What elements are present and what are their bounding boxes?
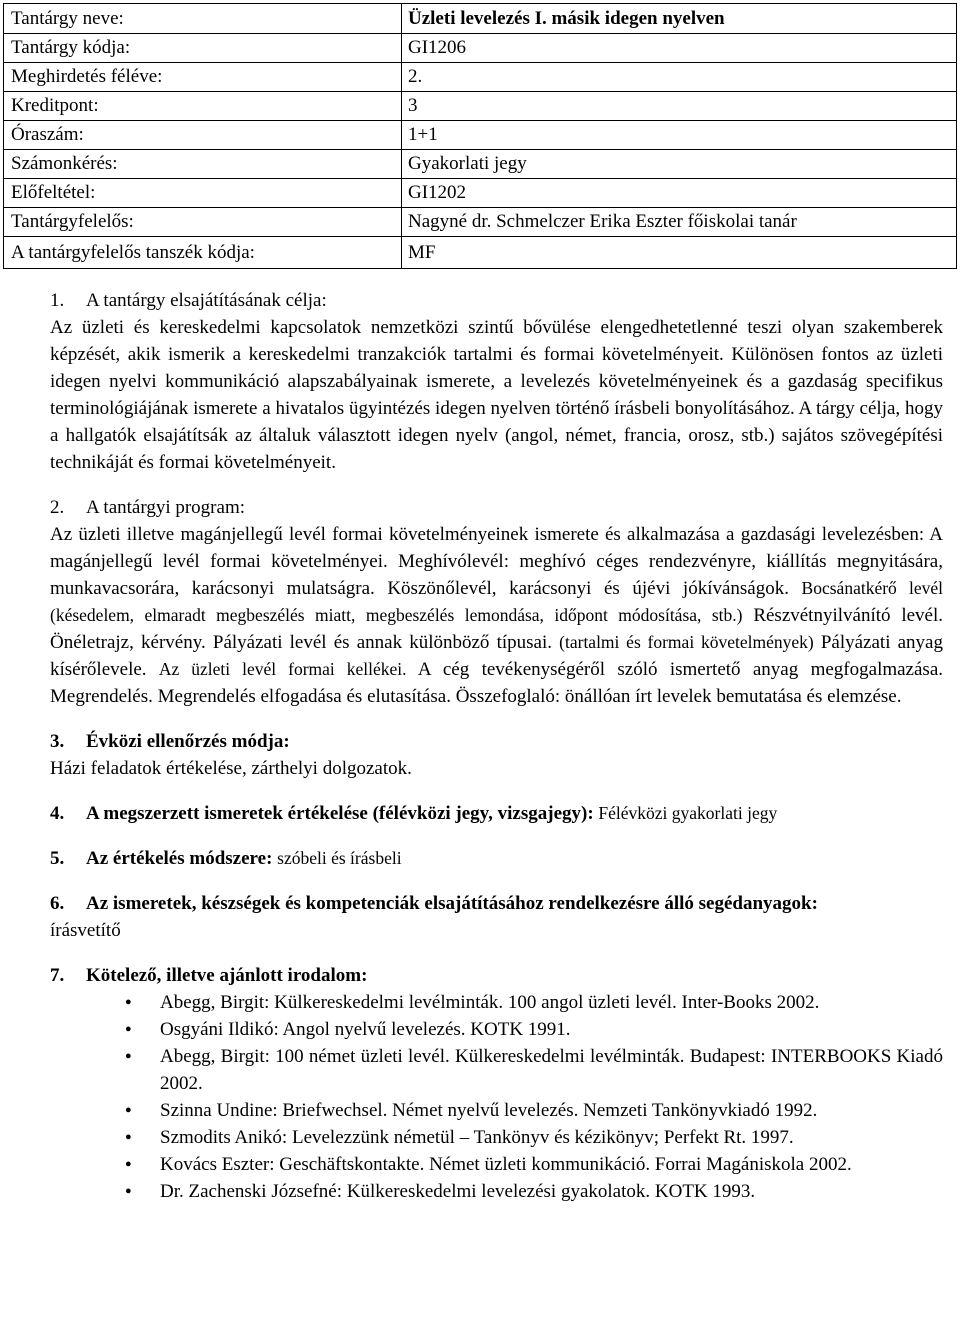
reference-item: ● Osgyáni Ildikó: Angol nyelvű levelezés. KOTK 1991. [110, 1016, 943, 1043]
program-text-c: Részvétnyilvánító levél. Önéletrajz, kérvény. Pályázati levél és annak különböző típusai. [50, 605, 944, 653]
program-text-d: (tartalmi és formai követelmények) [559, 632, 814, 652]
section-heading [50, 845, 943, 872]
meta-row-course-name [4, 4, 957, 34]
meta-label: Tantárgyfelelős: [4, 208, 402, 237]
meta-value: MF [402, 237, 957, 269]
program-text-e: Pályázati anyag kísérőlevele. [50, 632, 943, 680]
meta-row-semester [4, 63, 957, 92]
reference-item: ● Abegg, Birgit: Külkereskedelmi levélminták. 100 angol üzleti levél. Inter-Books 2002. [110, 989, 943, 1016]
program-text-b: Bocsánatkérő levél (késedelem, elmaradt megbeszélés miatt, megbeszélés lemondása, időpont módosítása, stb.) [50, 578, 943, 625]
section-heading [50, 800, 943, 827]
section-program [50, 494, 943, 710]
document-body [50, 287, 943, 1223]
program-text-g: A cég tevékenységéről szóló ismertető anyag megfogalmazása. Megrendelés. Megrendelés elfogadása és elutasítása. Összefoglaló: önállóan írt levelek bemutatása és elemzése. [50, 659, 944, 707]
meta-label: Óraszám: [4, 121, 402, 150]
section-inline-text: szóbeli és írásbeli [277, 848, 402, 868]
meta-value: Nagyné dr. Schmelczer Erika Eszter főiskolai tanár [402, 208, 957, 237]
section-number: 6. [50, 893, 65, 914]
meta-label: A tantárgyfelelős tanszék kódja: [4, 237, 402, 269]
section-heading [50, 494, 943, 521]
meta-label: Kreditpont: [4, 92, 402, 121]
reference-item: ● Dr. Zachenski Józsefné: Külkereskedelmi levelezési gyakolatok. KOTK 1993. [110, 1178, 943, 1205]
section-number: 4. [50, 803, 65, 824]
meta-value: GI1202 [402, 179, 957, 208]
meta-label: Meghirdetés féléve: [4, 63, 402, 92]
section-title: Az értékelés módszere: [86, 848, 273, 869]
program-text-f: Az üzleti levél formai kellékei. [158, 659, 407, 679]
section-title-line [86, 845, 943, 872]
meta-label: Számonkérés: [4, 150, 402, 179]
reference-item: ● Kovács Eszter: Geschäftskontakte. Német üzleti kommunikáció. Forrai Magániskola 2002. [110, 1151, 943, 1178]
meta-value: GI1206 [402, 34, 957, 63]
section-objective [50, 287, 943, 476]
section-number: 1. [50, 290, 65, 311]
section-number: 2. [50, 497, 65, 518]
meta-row-responsible [4, 208, 957, 237]
section-heading [50, 962, 943, 989]
section-inline-text: Félévközi gyakorlati jegy [598, 803, 778, 823]
section-number: 7. [50, 965, 65, 986]
course-metadata-table [3, 3, 957, 269]
section-number: 3. [50, 731, 65, 752]
section-midterm-check [50, 728, 943, 782]
section-text: írásvetítő [50, 920, 121, 941]
section-materials [50, 890, 943, 944]
meta-row-assessment [4, 150, 957, 179]
meta-value: Üzleti levelezés I. másik idegen nyelven [402, 4, 957, 34]
section-evaluation [50, 800, 943, 827]
section-heading [50, 890, 943, 917]
section-text [50, 521, 943, 710]
section-title: Évközi ellenőrzés módja: [86, 731, 290, 752]
section-method [50, 845, 943, 872]
section-text: Az üzleti és kereskedelmi kapcsolatok nemzetközi szintű bővülése elengedhetetlenné teszi olyan szakemberek képzését, akik ismerik a kereskedelmi tranzakciók tartalmi és formai követelményeit. Különösen fontos az üzleti idegen nyelvi kommunikáció alapszabályainak ismerete, a levelezés követelményeinek és a gazdaság specifikus terminológiájának ismerete a hivatalos ügyintézés idegen nyelven történő írásbeli bonyolításához. A tárgy célja, hogy a hallgatók elsajátítsák az általuk választott idegen nyelv (angol, német, francia, orosz, stb.) sajátos szövegépítési technikáját és formai követelményeit. [50, 317, 943, 473]
section-literature [50, 962, 943, 1205]
section-title: A megszerzett ismeretek értékelése (félévközi jegy, vizsgajegy): [86, 803, 594, 824]
reference-item: ● Abegg, Birgit: 100 német üzleti levél. Külkereskedelmi levélminták. Budapest: INTERBOOKS Kiadó 2002. [110, 1043, 943, 1097]
meta-label: Tantárgy kódja: [4, 34, 402, 63]
section-title: A tantárgyi program: [86, 497, 246, 518]
meta-row-course-code [4, 34, 957, 63]
section-heading [50, 728, 943, 755]
section-title: A tantárgy elsajátításának célja: [86, 290, 327, 311]
reference-item: ● Szmodits Anikó: Levelezzünk németül – Tankönyv és kézikönyv; Perfekt Rt. 1997. [110, 1124, 943, 1151]
section-title: Az ismeretek, készségek és kompetenciák elsajátításához rendelkezésre álló segédanyagok: [86, 893, 818, 914]
reference-item: ● Szinna Undine: Briefwechsel. Német nyelvű levelezés. Nemzeti Tankönyvkiadó 1992. [110, 1097, 943, 1124]
meta-value: 1+1 [402, 121, 957, 150]
meta-row-prerequisite [4, 179, 957, 208]
meta-value: Gyakorlati jegy [402, 150, 957, 179]
meta-row-department [4, 237, 957, 269]
section-text: Házi feladatok értékelése, zárthelyi dolgozatok. [50, 758, 412, 779]
meta-row-hours [4, 121, 957, 150]
meta-label: Tantárgy neve: [4, 4, 402, 34]
section-title-line [86, 800, 943, 827]
meta-value: 2. [402, 63, 957, 92]
section-heading [50, 287, 943, 314]
section-number: 5. [50, 848, 65, 869]
program-text-a: Az üzleti illetve magánjellegű levél formai követelményeinek ismerete és alkalmazása a gazdasági levelezésben: A magánjellegű levél formai követelményei. Meghívólevél: meghívó céges rendezvényre, kiállítás megnyitására, munkavacsorára, karácsonyi mulatságra. Köszönőlevél, karácsonyi és újévi jókívánságok. [50, 524, 943, 599]
section-title: Kötelező, illetve ajánlott irodalom: [86, 965, 368, 986]
meta-value: 3 [402, 92, 957, 121]
reference-list [50, 989, 943, 1205]
meta-label: Előfeltétel: [4, 179, 402, 208]
meta-row-credits [4, 92, 957, 121]
